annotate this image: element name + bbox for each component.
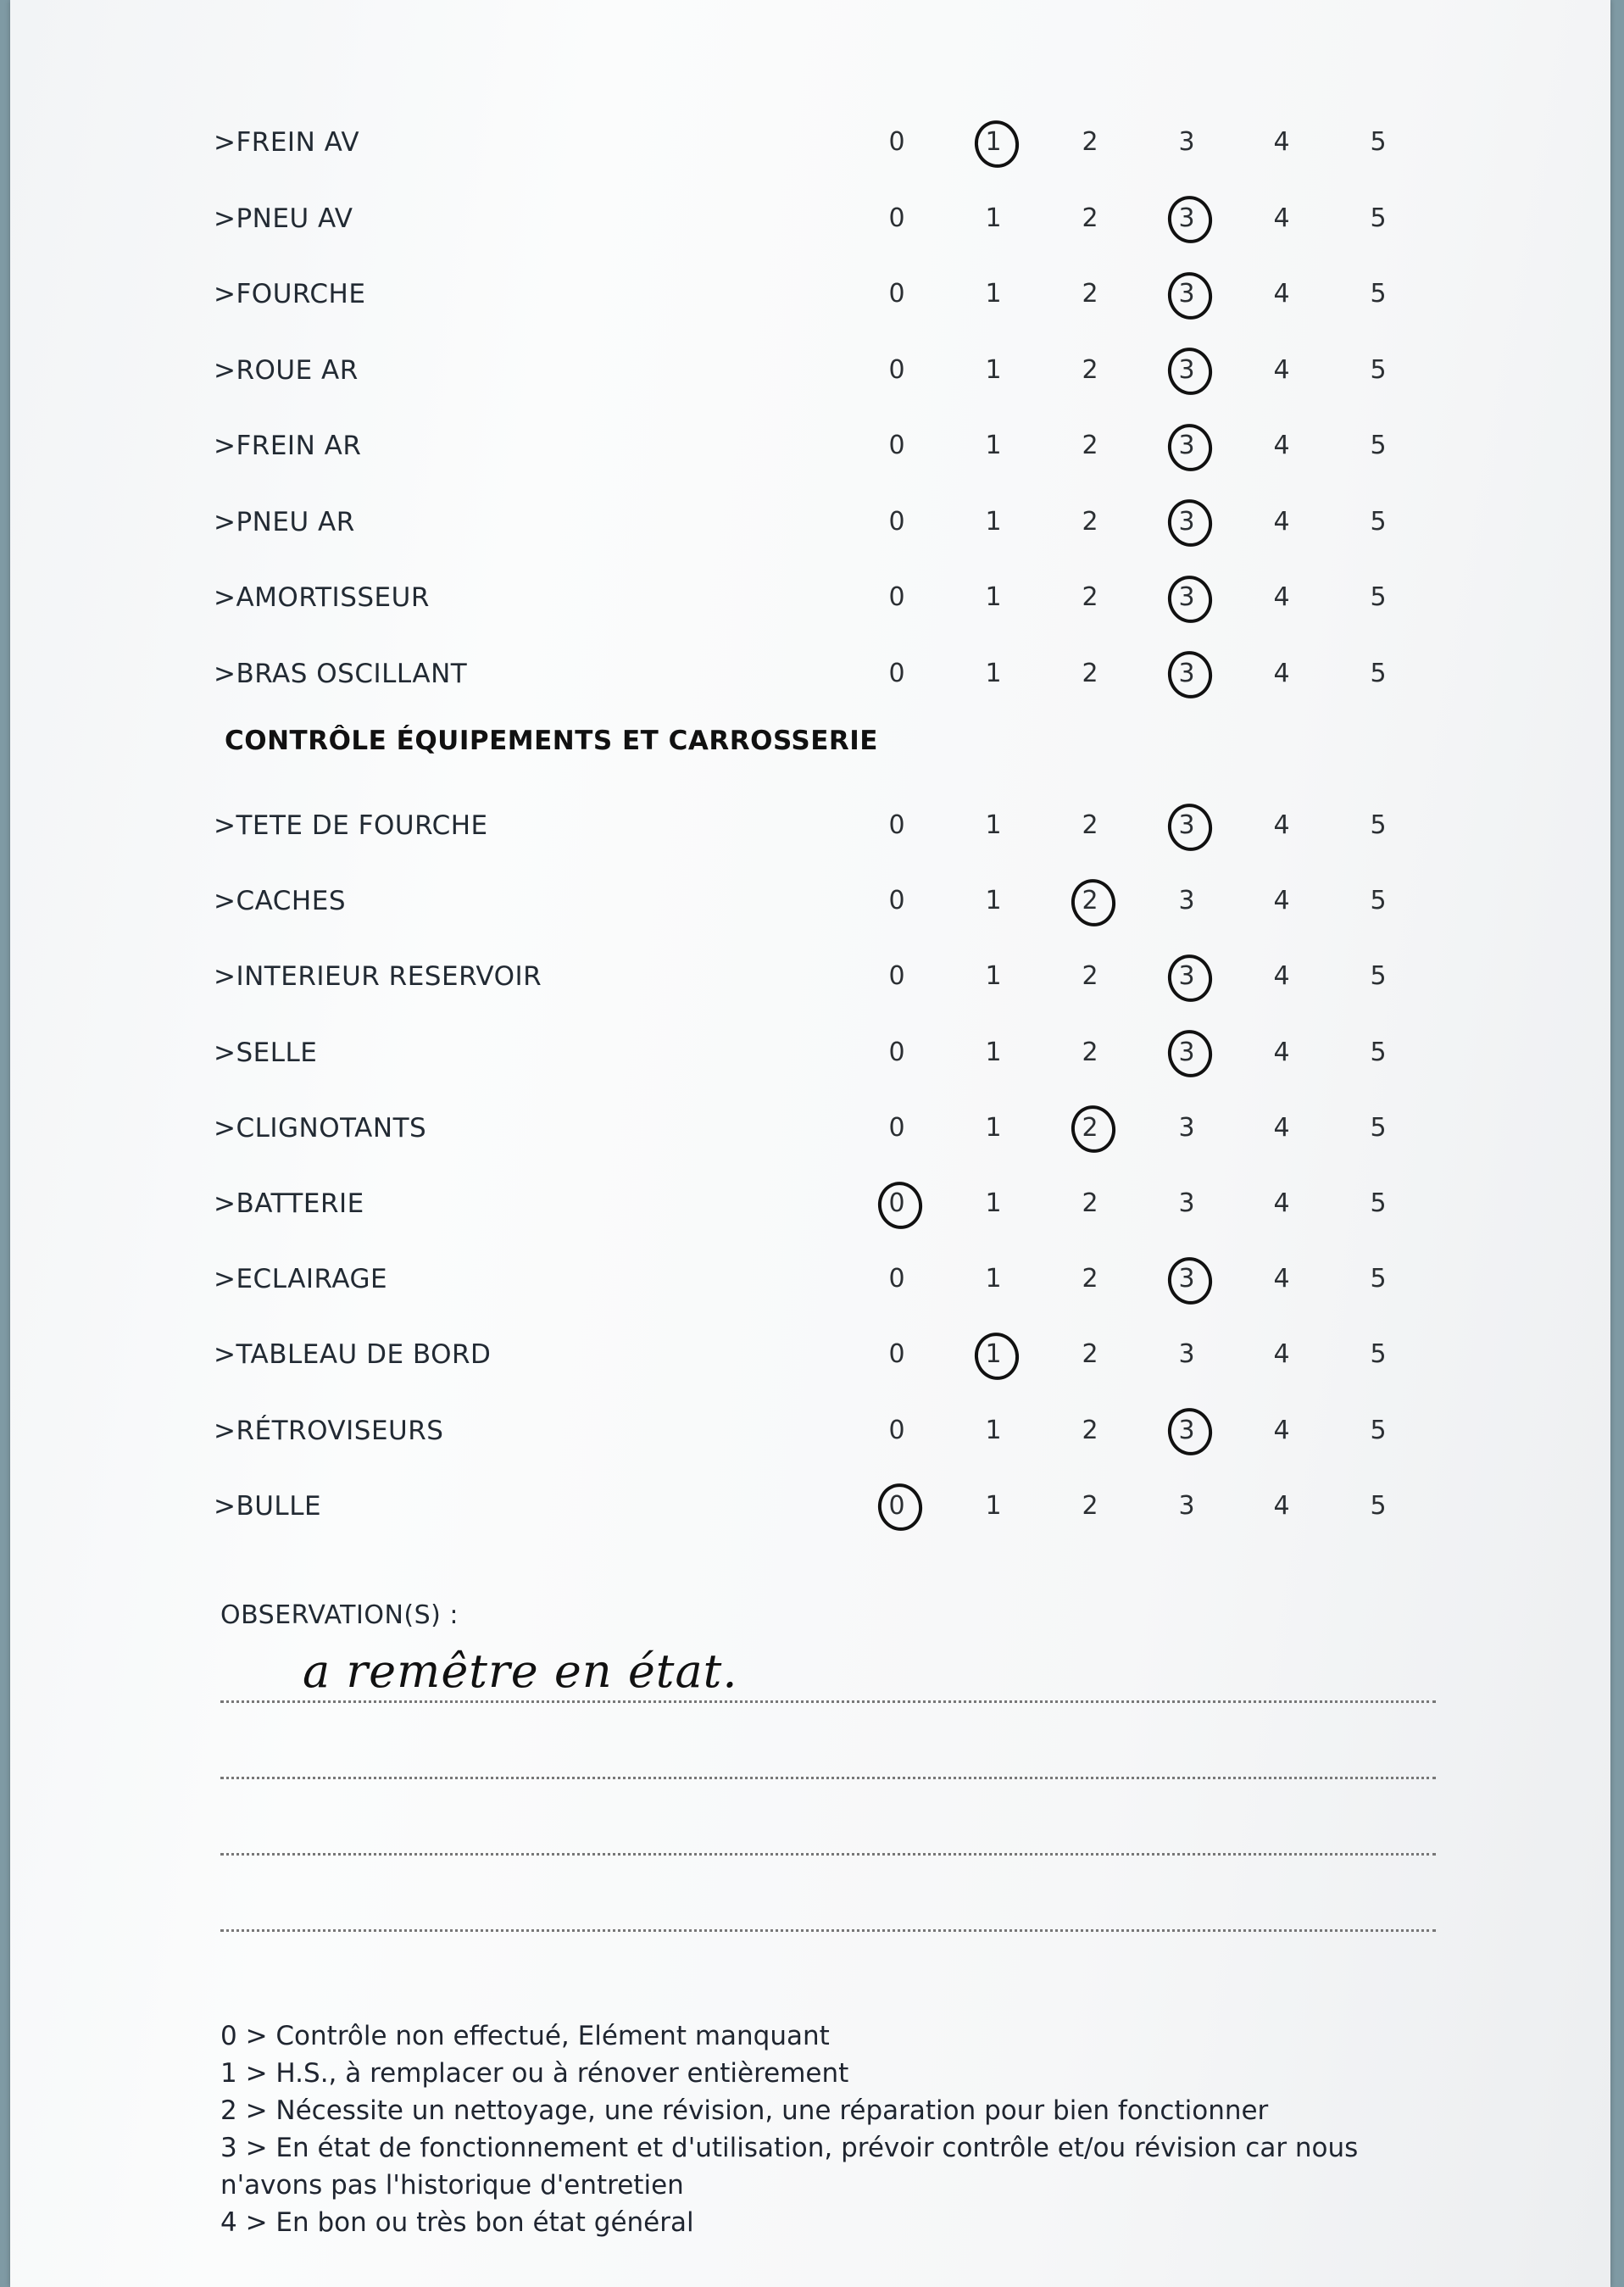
rating-row — [10, 498, 1610, 549]
score-option[interactable]: 1 — [985, 506, 1002, 537]
score-option[interactable]: 3 — [1178, 886, 1195, 916]
item-label: >BULLE — [214, 1490, 322, 1522]
score-option[interactable]: 5 — [1370, 961, 1387, 992]
rating-row — [10, 1407, 1610, 1458]
score-option[interactable]: 1 — [985, 886, 1002, 916]
score-option[interactable]: 0 — [888, 810, 905, 840]
score-option[interactable]: 5 — [1370, 1037, 1387, 1067]
score-option-circled[interactable]: 3 — [1170, 507, 1204, 537]
score-option[interactable]: 5 — [1370, 658, 1387, 688]
item-label: >ROUE AR — [214, 354, 359, 386]
rating-row — [10, 270, 1610, 321]
rating-row — [10, 1255, 1610, 1306]
score-option[interactable]: 5 — [1370, 582, 1387, 612]
rating-row — [10, 119, 1610, 170]
score-option[interactable]: 0 — [888, 127, 905, 157]
item-label: >BATTERIE — [214, 1188, 364, 1219]
score-option[interactable]: 2 — [1082, 203, 1098, 233]
item-label: >TETE DE FOURCHE — [214, 810, 488, 841]
score-option[interactable]: 0 — [888, 1415, 905, 1445]
score-option[interactable]: 4 — [1273, 1339, 1290, 1370]
score-option-circled[interactable]: 3 — [1170, 355, 1204, 385]
score-option[interactable]: 1 — [985, 431, 1002, 460]
score-option[interactable]: 3 — [1178, 1188, 1195, 1218]
score-option[interactable]: 0 — [888, 1037, 905, 1067]
score-option[interactable]: 1 — [985, 279, 1002, 309]
score-option-circled[interactable]: 1 — [976, 127, 1010, 157]
score-option[interactable]: 2 — [1082, 961, 1098, 992]
rating-row — [10, 953, 1610, 1004]
score-option[interactable]: 2 — [1082, 658, 1098, 688]
observations-label: OBSERVATION(S) : — [220, 1600, 459, 1630]
score-option[interactable]: 5 — [1370, 810, 1387, 840]
rating-row — [10, 1331, 1610, 1382]
score-option[interactable]: 2 — [1082, 279, 1098, 309]
score-option[interactable]: 1 — [985, 1112, 1002, 1143]
rating-row — [10, 1180, 1610, 1231]
observations-handwritten-text: a remêtre en état. — [303, 1644, 738, 1698]
rating-row — [10, 877, 1610, 928]
score-option[interactable]: 2 — [1082, 1490, 1098, 1521]
score-option[interactable]: 1 — [985, 582, 1002, 612]
score-option[interactable]: 0 — [888, 582, 905, 612]
score-option[interactable]: 4 — [1273, 886, 1290, 916]
score-option[interactable]: 5 — [1370, 354, 1387, 385]
legend-line: 0 > Contrôle non effectué, Elément manquant — [220, 2021, 830, 2051]
rating-row — [10, 1029, 1610, 1080]
score-option[interactable]: 3 — [1178, 1490, 1195, 1521]
score-option-circled[interactable]: 2 — [1073, 886, 1107, 915]
legend-line: n'avons pas l'historique d'entretien — [220, 2170, 684, 2201]
score-option[interactable]: 2 — [1082, 1188, 1098, 1218]
score-option[interactable]: 4 — [1273, 354, 1290, 385]
score-option[interactable]: 1 — [985, 810, 1002, 840]
rating-row — [10, 347, 1610, 398]
score-option[interactable]: 5 — [1370, 1188, 1387, 1218]
rating-row — [10, 650, 1610, 701]
section-title: CONTRÔLE ÉQUIPEMENTS ET CARROSSERIE — [225, 726, 878, 756]
item-label: >PNEU AR — [214, 506, 355, 537]
score-option[interactable]: 4 — [1273, 1188, 1290, 1218]
score-option[interactable]: 5 — [1370, 127, 1387, 157]
score-option[interactable]: 0 — [888, 354, 905, 385]
score-option-circled[interactable]: 0 — [880, 1188, 914, 1218]
score-option[interactable]: 4 — [1273, 1264, 1290, 1294]
score-option[interactable]: 4 — [1273, 1112, 1290, 1143]
score-option[interactable]: 1 — [985, 1415, 1002, 1445]
score-option-circled[interactable]: 3 — [1170, 961, 1204, 991]
rating-row — [10, 422, 1610, 473]
score-option[interactable]: 0 — [888, 506, 905, 537]
score-option[interactable]: 3 — [1178, 1112, 1195, 1143]
score-option[interactable]: 5 — [1370, 1264, 1387, 1294]
score-option[interactable]: 4 — [1273, 279, 1290, 309]
score-option[interactable]: 4 — [1273, 582, 1290, 612]
observation-line-3 — [220, 1853, 1436, 1856]
rating-row — [10, 574, 1610, 625]
score-option[interactable]: 5 — [1370, 886, 1387, 916]
score-option[interactable]: 4 — [1273, 203, 1290, 233]
legend-line: 2 > Nécessite un nettoyage, une révision, une réparation pour bien fonctionner — [220, 2095, 1269, 2126]
score-option[interactable]: 2 — [1082, 1339, 1098, 1370]
item-label: >BRAS OSCILLANT — [214, 658, 468, 689]
score-option[interactable]: 1 — [985, 354, 1002, 385]
score-option[interactable]: 2 — [1082, 810, 1098, 840]
item-label: >RÉTROVISEURS — [214, 1415, 444, 1446]
score-legend — [220, 2017, 1441, 2241]
score-option[interactable]: 1 — [985, 658, 1002, 688]
legend-line: 4 > En bon ou très bon état général — [220, 2207, 694, 2238]
score-option[interactable]: 0 — [888, 961, 905, 992]
score-option-circled[interactable]: 2 — [1073, 1113, 1107, 1143]
score-option[interactable]: 1 — [985, 1264, 1002, 1294]
score-option[interactable]: 5 — [1370, 279, 1387, 309]
legend-line: 1 > H.S., à remplacer ou à rénover entièrement — [220, 2058, 849, 2089]
rating-row — [10, 802, 1610, 853]
item-label: >AMORTISSEUR — [214, 582, 430, 613]
score-option[interactable]: 4 — [1273, 1415, 1290, 1445]
score-option[interactable]: 0 — [888, 279, 905, 309]
score-option[interactable]: 2 — [1082, 1264, 1098, 1294]
score-option[interactable]: 4 — [1273, 1037, 1290, 1067]
observation-line-1 — [220, 1700, 1436, 1703]
score-option[interactable]: 5 — [1370, 506, 1387, 537]
score-option-circled[interactable]: 0 — [880, 1491, 914, 1521]
score-option[interactable]: 4 — [1273, 961, 1290, 992]
score-option-circled[interactable]: 3 — [1170, 582, 1204, 612]
score-option-circled[interactable]: 3 — [1170, 1416, 1204, 1445]
score-option[interactable]: 2 — [1082, 1037, 1098, 1067]
score-option[interactable]: 2 — [1082, 431, 1098, 460]
rating-row — [10, 1105, 1610, 1155]
item-label: >FREIN AV — [214, 127, 360, 158]
score-option-circled[interactable]: 3 — [1170, 279, 1204, 309]
score-option[interactable]: 0 — [888, 203, 905, 233]
score-option[interactable]: 0 — [888, 431, 905, 460]
item-label: >ECLAIRAGE — [214, 1264, 388, 1295]
score-option-circled[interactable]: 3 — [1170, 810, 1204, 840]
score-option[interactable]: 4 — [1273, 658, 1290, 688]
item-label: >TABLEAU DE BORD — [214, 1339, 492, 1371]
score-option[interactable]: 4 — [1273, 810, 1290, 840]
score-option-circled[interactable]: 3 — [1170, 431, 1204, 460]
score-option[interactable]: 3 — [1178, 127, 1195, 157]
score-option[interactable]: 5 — [1370, 203, 1387, 233]
score-option[interactable]: 4 — [1273, 127, 1290, 157]
score-option[interactable]: 1 — [985, 1188, 1002, 1218]
score-option[interactable]: 0 — [888, 1112, 905, 1143]
score-option[interactable]: 0 — [888, 1339, 905, 1370]
score-option[interactable]: 2 — [1082, 354, 1098, 385]
score-option[interactable]: 5 — [1370, 1490, 1387, 1521]
score-option[interactable]: 5 — [1370, 1112, 1387, 1143]
inspection-sheet — [10, 0, 1610, 2287]
observation-line-4 — [220, 1929, 1436, 1932]
score-option-circled[interactable]: 3 — [1170, 203, 1204, 233]
item-label: >CACHES — [214, 886, 347, 917]
score-option[interactable]: 2 — [1082, 506, 1098, 537]
score-option-circled[interactable]: 1 — [976, 1339, 1010, 1369]
score-option[interactable]: 2 — [1082, 1415, 1098, 1445]
item-label: >FOURCHE — [214, 279, 366, 309]
rating-row — [10, 1483, 1610, 1533]
item-label: >SELLE — [214, 1037, 318, 1068]
item-label: >INTERIEUR RESERVOIR — [214, 961, 542, 993]
rating-row — [10, 195, 1610, 246]
score-option[interactable]: 5 — [1370, 1339, 1387, 1370]
score-option[interactable]: 2 — [1082, 127, 1098, 157]
score-option[interactable]: 4 — [1273, 506, 1290, 537]
score-option[interactable]: 0 — [888, 658, 905, 688]
legend-line: 3 > En état de fonctionnement et d'utilisation, prévoir contrôle et/ou révision car nous — [220, 2133, 1359, 2163]
score-option[interactable]: 0 — [888, 886, 905, 916]
score-option[interactable]: 5 — [1370, 431, 1387, 460]
score-option[interactable]: 5 — [1370, 1415, 1387, 1445]
score-option-circled[interactable]: 3 — [1170, 1264, 1204, 1294]
score-option[interactable]: 1 — [985, 1490, 1002, 1521]
score-option-circled[interactable]: 3 — [1170, 659, 1204, 688]
score-option[interactable]: 2 — [1082, 582, 1098, 612]
item-label: >FREIN AR — [214, 431, 362, 461]
item-label: >CLIGNOTANTS — [214, 1112, 427, 1144]
score-option-circled[interactable]: 3 — [1170, 1038, 1204, 1067]
score-option[interactable]: 1 — [985, 1037, 1002, 1067]
score-option[interactable]: 4 — [1273, 1490, 1290, 1521]
item-label: >PNEU AV — [214, 203, 353, 234]
score-option[interactable]: 1 — [985, 203, 1002, 233]
observation-line-2 — [220, 1777, 1436, 1779]
score-option[interactable]: 4 — [1273, 431, 1290, 460]
score-option[interactable]: 0 — [888, 1264, 905, 1294]
score-option[interactable]: 3 — [1178, 1339, 1195, 1370]
score-option[interactable]: 1 — [985, 961, 1002, 992]
